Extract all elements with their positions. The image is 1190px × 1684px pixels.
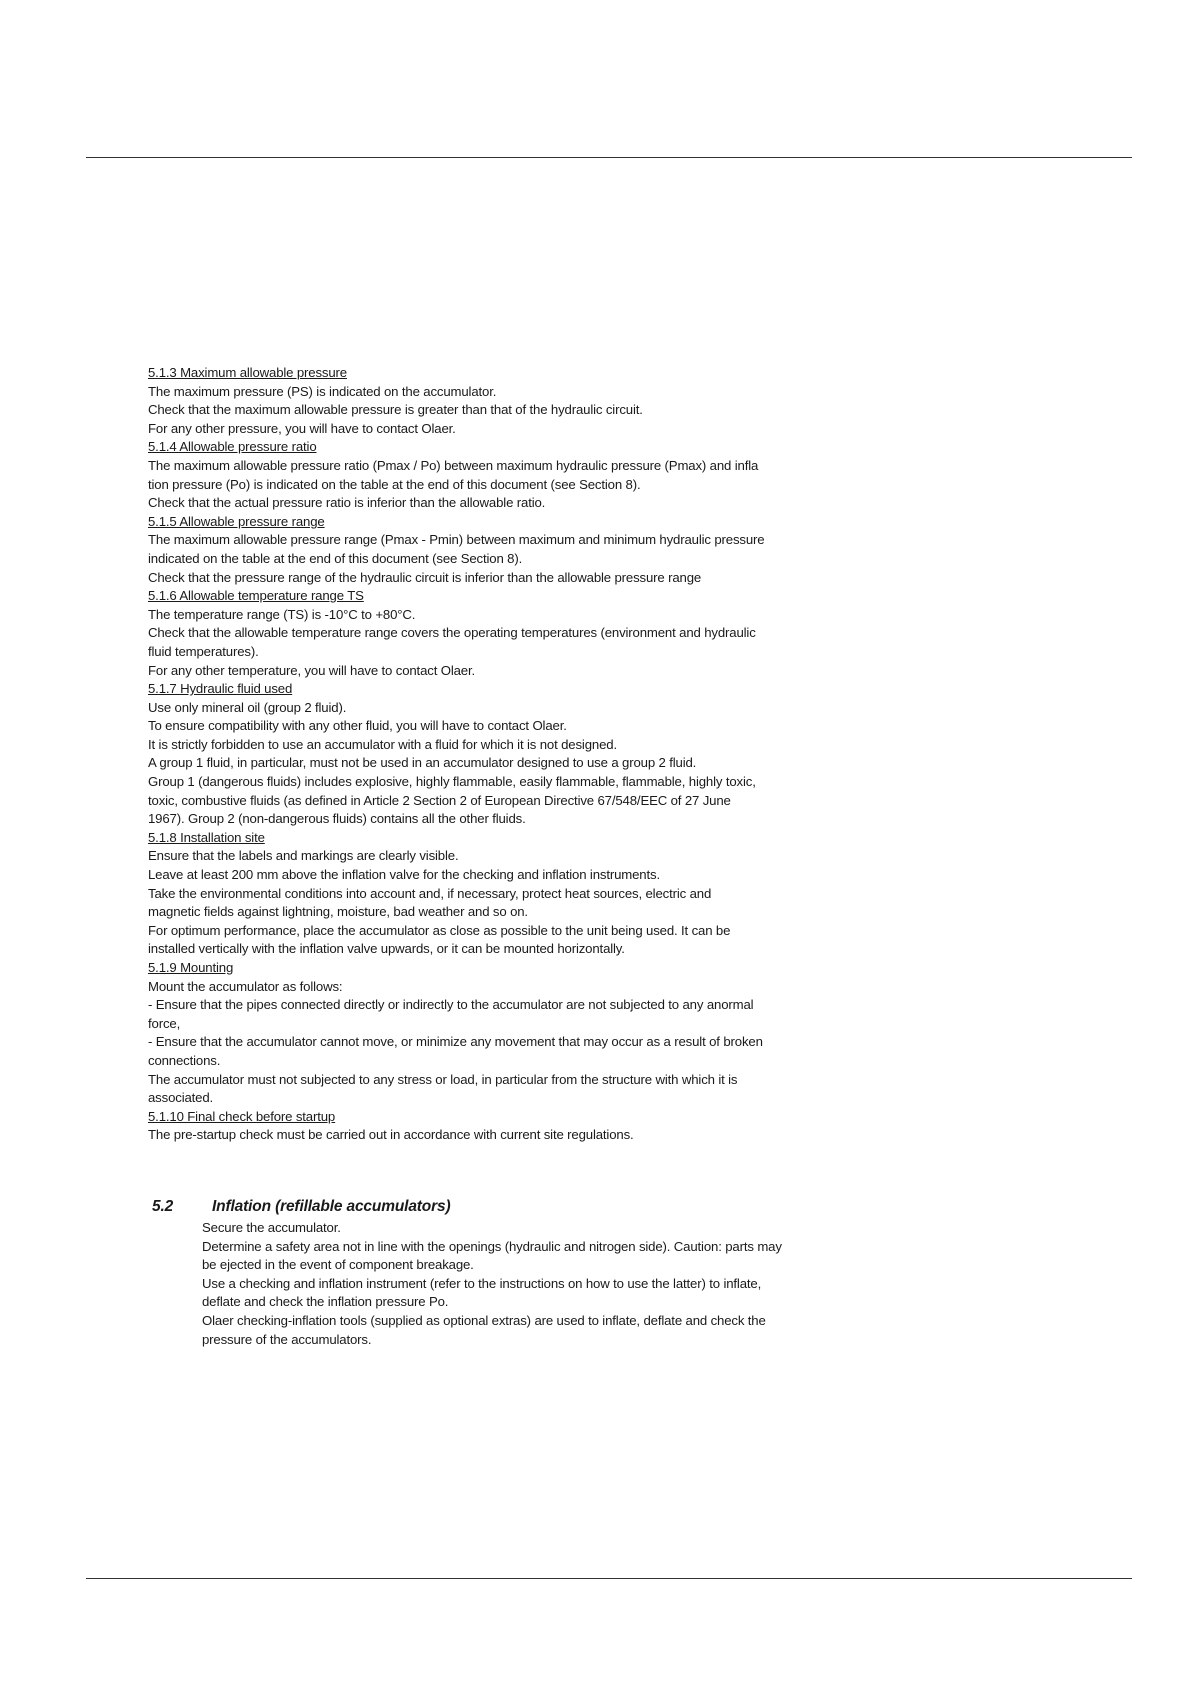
subsection-title: 5.1.6 Allowable temperature range TS [148,588,364,604]
text-line: For optimum performance, place the accumulator as close as possible to the unit being used. It can be [148,922,731,938]
text-line: For any other temperature, you will have to contact Olaer. [148,662,476,678]
text-line: Check that the pressure range of the hydraulic circuit is inferior than the allowable pressure range [148,569,702,585]
text-line: Secure the accumulator. [202,1220,341,1235]
text-line: The maximum allowable pressure ratio (Pmax / Po) between maximum hydraulic pressure (Pmax) and infla [148,457,759,473]
text-line: tion pressure (Po) is indicated on the table at the end of this document (see Section 8). [148,476,641,492]
text-line: The accumulator must not subjected to any stress or load, in particular from the structure with which it is [148,1071,738,1087]
text-line: connections. [148,1052,221,1068]
text-line: It is strictly forbidden to use an accumulator with a fluid for which it is not designed. [148,736,617,752]
text-line: be ejected in the event of component breakage. [202,1257,474,1273]
text-line: A group 1 fluid, in particular, must not be used in an accumulator designed to use a group 2 fluid. [148,755,697,771]
text-line: installed vertically with the inflation valve upwards, or it can be mounted horizontally. [148,941,625,957]
text-line: Check that the allowable temperature range covers the operating temperatures (environment and hydraulic [148,625,756,641]
subsection-5-1-10 [148,1108,938,1145]
text-line: indicated on the table at the end of this document (see Section 8). [148,550,523,566]
section-5-2 [152,1197,942,1349]
text-line: - Ensure that the pipes connected directly or indirectly to the accumulator are not subjected to any anormal [148,997,754,1013]
section-body [152,1219,942,1349]
section-5-1-content [148,364,938,1145]
subsection-title: 5.1.3 Maximum allowable pressure [148,365,347,380]
text-line: Leave at least 200 mm above the inflation valve for the checking and inflation instruments. [148,867,660,883]
subsection-title: 5.1.4 Allowable pressure ratio [148,439,317,455]
subsection-title: 5.1.8 Installation site [148,829,265,845]
text-line: - Ensure that the accumulator cannot move, or minimize any movement that may occur as a result of broken [148,1034,763,1050]
text-line: For any other pressure, you will have to contact Olaer. [148,420,456,436]
footer-rule [86,1578,1132,1579]
subsection-5-1-7 [148,680,938,829]
text-line: 1967). Group 2 (non-dangerous fluids) contains all the other fluids. [148,811,526,827]
text-line: Use a checking and inflation instrument (refer to the instructions on how to use the latter) to inflate, [202,1275,762,1291]
text-line: Use only mineral oil (group 2 fluid). [148,699,347,715]
text-line: The maximum pressure (PS) is indicated on the accumulator. [148,383,497,399]
subsection-5-1-3 [148,364,938,438]
subsection-title: 5.1.7 Hydraulic fluid used [148,681,293,697]
subsection-title: 5.1.9 Mounting [148,960,234,975]
subsection-title: 5.1.10 Final check before startup [148,1108,336,1124]
text-line: Check that the maximum allowable pressure is greater than that of the hydraulic circuit. [148,402,643,418]
subsection-5-1-4 [148,438,938,512]
text-line: Group 1 (dangerous fluids) includes explosive, highly flammable, easily flammable, flammable, highly toxic, [148,774,756,790]
text-line: Mount the accumulator as follows: [148,978,343,994]
text-line: Take the environmental conditions into account and, if necessary, protect heat sources, electric and [148,885,712,901]
text-line: To ensure compatibility with any other fluid, you will have to contact Olaer. [148,718,567,734]
text-line: Check that the actual pressure ratio is inferior than the allowable ratio. [148,495,546,511]
section-title: Inflation (refillable accumulators) [212,1198,451,1215]
section-heading [152,1197,942,1217]
subsection-5-1-9 [148,959,938,1108]
section-number: 5.2 [152,1198,174,1215]
subsection-5-1-8 [148,829,938,959]
subsection-title: 5.1.5 Allowable pressure range [148,513,325,529]
text-line: force, [148,1015,181,1031]
text-line: The maximum allowable pressure range (Pmax - Pmin) between maximum and minimum hydraulic pressure [148,532,765,548]
text-line: The temperature range (TS) is -10°C to +80°C. [148,606,416,622]
subsection-5-1-6 [148,587,938,680]
text-line: fluid temperatures). [148,643,259,659]
subsection-5-1-5 [148,513,938,587]
text-line: The pre-startup check must be carried out in accordance with current site regulations. [148,1127,634,1143]
text-line: deflate and check the inflation pressure Po. [202,1294,449,1310]
header-rule [86,157,1132,158]
text-line: Determine a safety area not in line with the openings (hydraulic and nitrogen side). Caution: parts may [202,1238,782,1254]
text-line: pressure of the accumulators. [202,1331,372,1347]
text-line: associated. [148,1090,214,1106]
text-line: toxic, combustive fluids (as defined in Article 2 Section 2 of European Directive 67/548/EEC of 27 June [148,792,731,808]
text-line: magnetic fields against lightning, moisture, bad weather and so on. [148,904,528,920]
text-line: Ensure that the labels and markings are clearly visible. [148,848,459,864]
text-line: Olaer checking-inflation tools (supplied as optional extras) are used to inflate, deflate and check the [202,1312,766,1328]
